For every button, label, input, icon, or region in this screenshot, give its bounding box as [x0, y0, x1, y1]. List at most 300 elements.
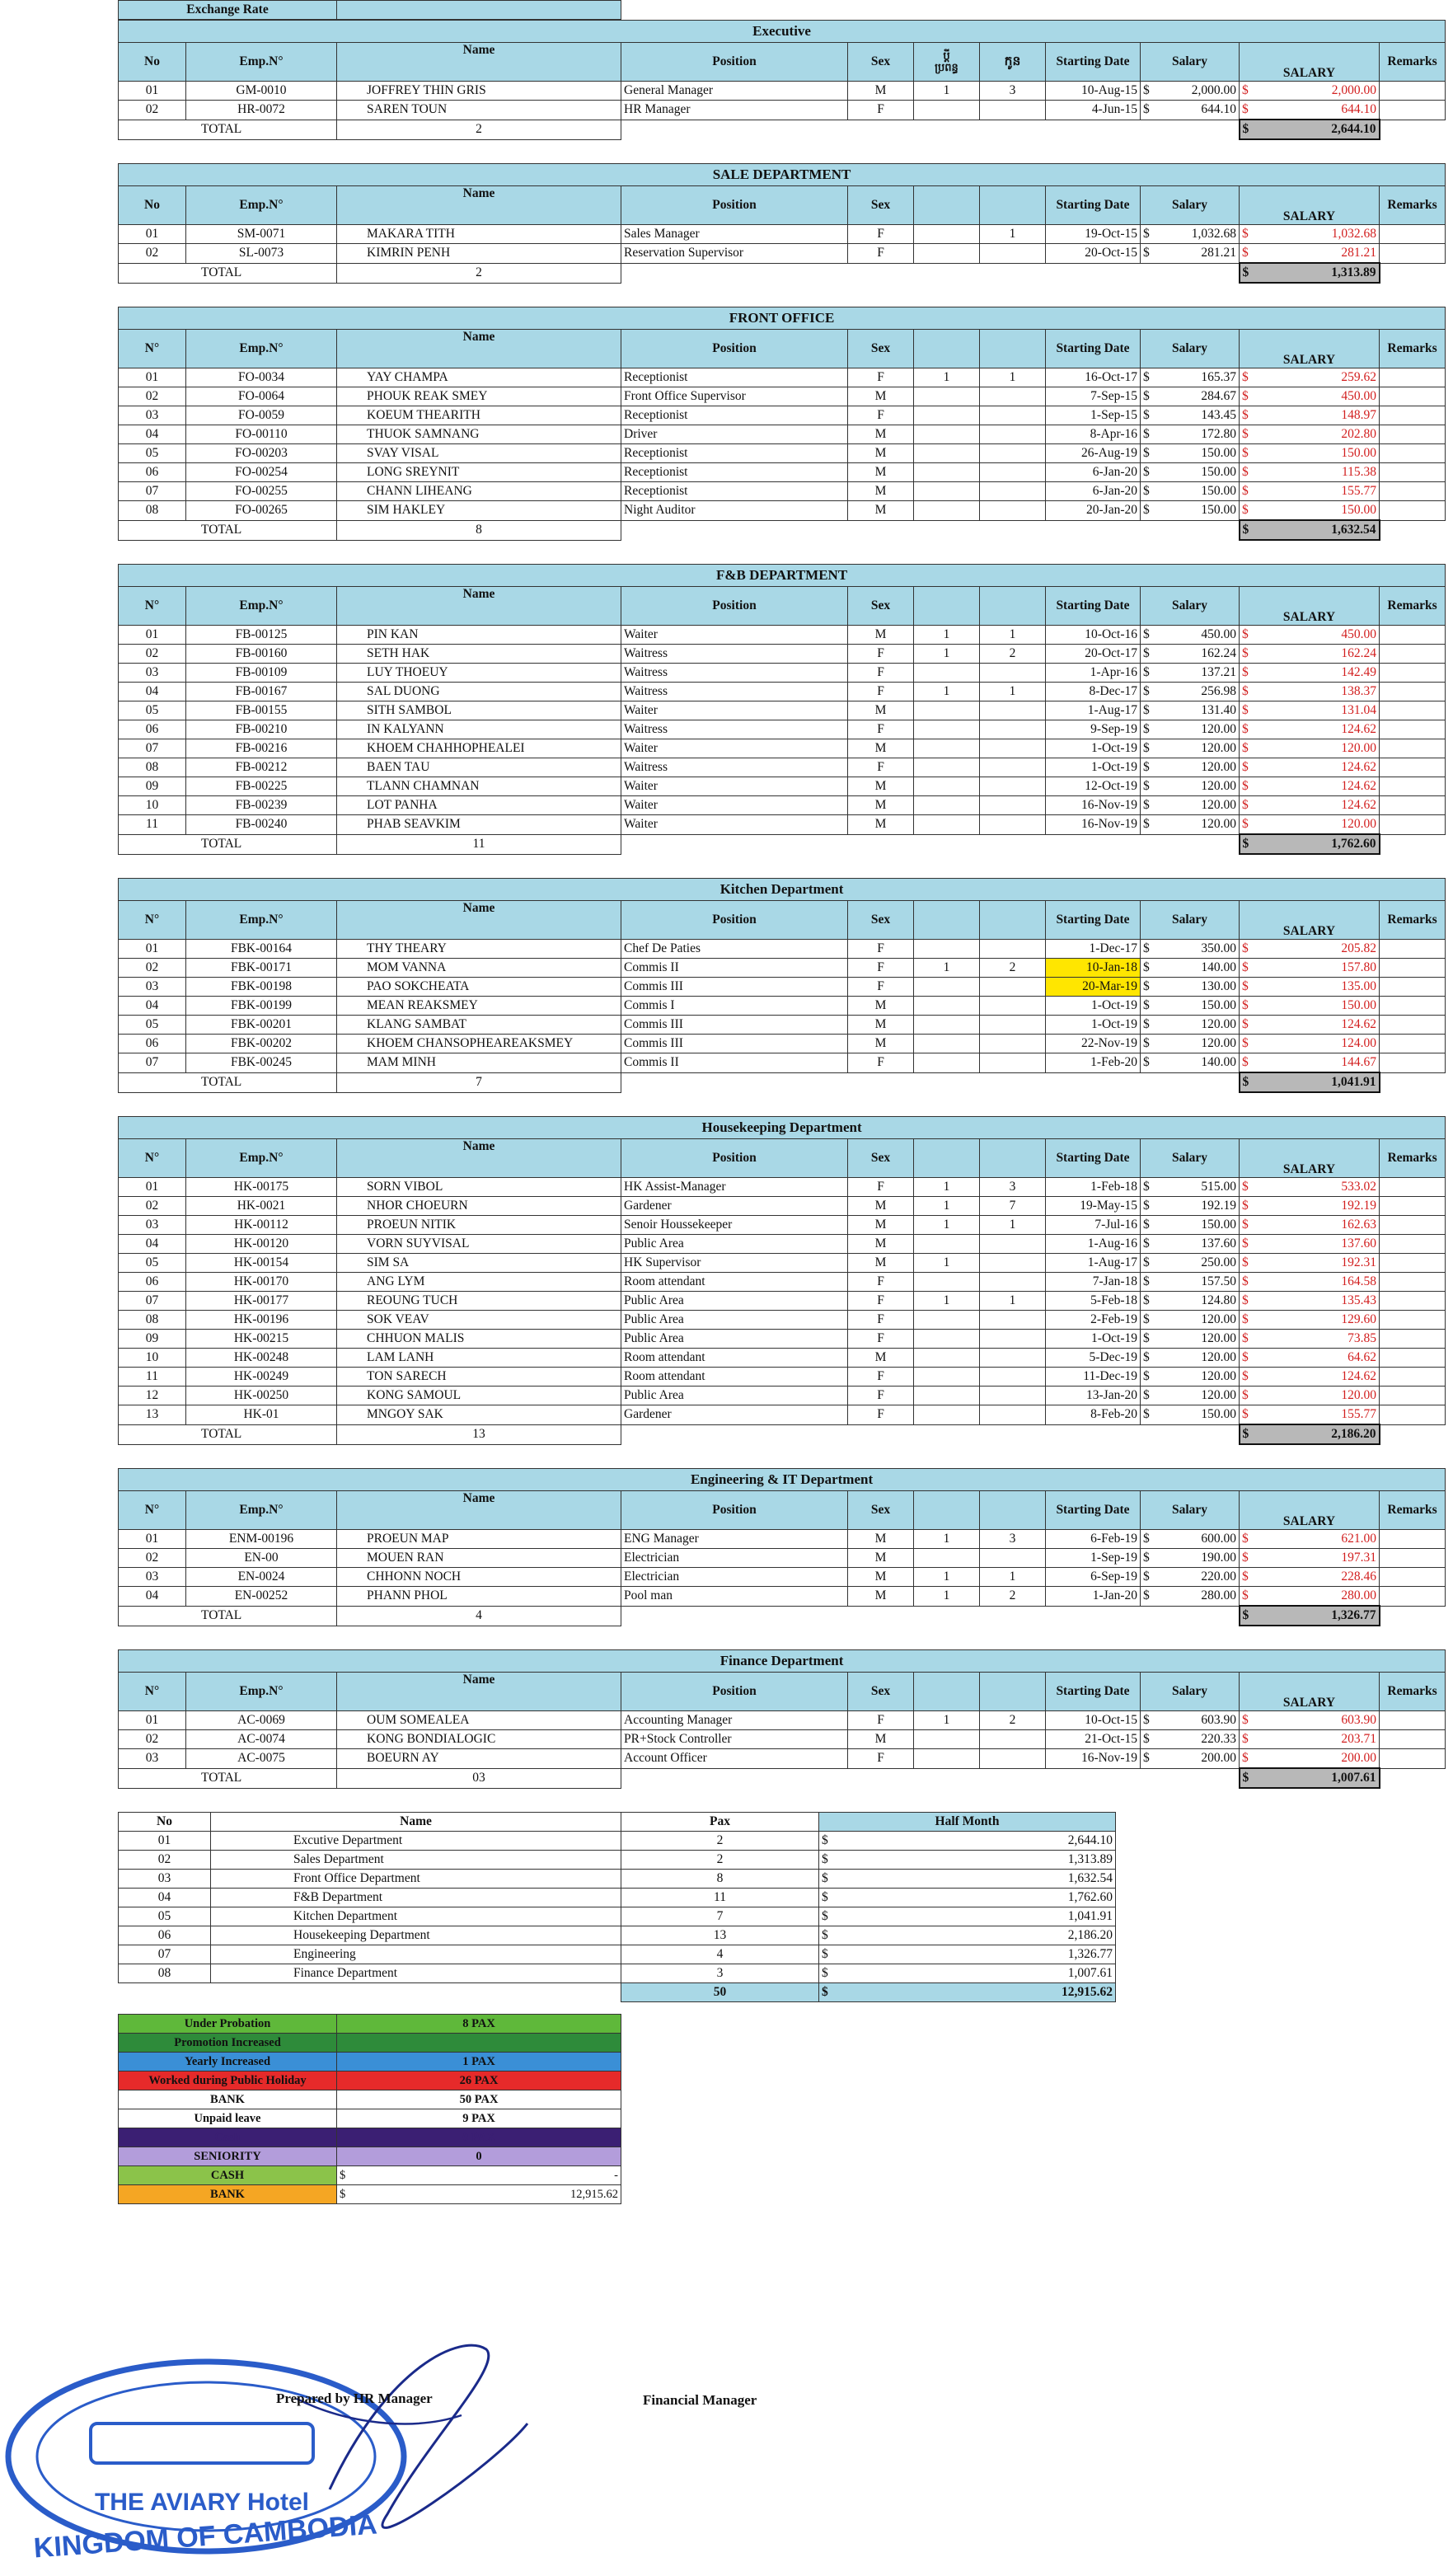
- row-emp: FB-00212: [186, 758, 337, 777]
- row-sex: F: [848, 1273, 914, 1292]
- table-row: [119, 978, 1446, 997]
- row-name: MOM VANNA: [337, 959, 621, 978]
- col-position: Position: [621, 1139, 848, 1178]
- row-salary-pay: $ 155.77: [1240, 1405, 1380, 1425]
- table-row: [119, 758, 1446, 777]
- row-position: General Manager: [621, 82, 848, 101]
- summary-pax: 2: [621, 1851, 819, 1870]
- col-name: Name: [337, 330, 621, 368]
- row-spouse: 1: [914, 1197, 980, 1216]
- row-sex: F: [848, 244, 914, 264]
- row-children: [980, 1387, 1046, 1405]
- summary-pax: 3: [621, 1964, 819, 1983]
- row-salary: $ 124.80: [1141, 1292, 1240, 1311]
- col-sex: Sex: [848, 186, 914, 225]
- total-label: TOTAL: [119, 1072, 337, 1092]
- row-start-date: 10-Oct-16: [1046, 626, 1141, 645]
- row-salary-pay: $ 124.62: [1240, 758, 1380, 777]
- row-remarks: [1380, 1730, 1446, 1749]
- legend-value: 1 PAX: [337, 2053, 621, 2072]
- legend-value: 8 PAX: [337, 2015, 621, 2034]
- table-row: [119, 1711, 1446, 1730]
- row-sex: F: [848, 368, 914, 387]
- row-no: 06: [119, 720, 186, 739]
- table-row: [119, 1053, 1446, 1073]
- row-name: VORN SUYVISAL: [337, 1235, 621, 1254]
- table-row: [119, 626, 1446, 645]
- row-salary: $ 256.98: [1141, 683, 1240, 701]
- summary-amount: $ 1,313.89: [819, 1851, 1116, 1870]
- table-row: [119, 664, 1446, 683]
- col-children: [980, 587, 1046, 626]
- department-title: F&B DEPARTMENT: [119, 565, 1446, 587]
- row-position: Commis II: [621, 1053, 848, 1073]
- col-remarks: Remarks: [1380, 1139, 1446, 1178]
- row-sex: M: [848, 1035, 914, 1053]
- row-children: [980, 1549, 1046, 1568]
- row-sex: M: [848, 1349, 914, 1368]
- summary-row: [119, 1926, 1116, 1945]
- departments: [118, 20, 1445, 1789]
- row-remarks: [1380, 101, 1446, 120]
- row-no: 02: [119, 645, 186, 664]
- row-spouse: [914, 101, 980, 120]
- row-start-date: 6-Sep-19: [1046, 1568, 1141, 1587]
- table-row: [119, 1311, 1446, 1330]
- row-spouse: [914, 664, 980, 683]
- row-children: [980, 796, 1046, 815]
- row-name: LAM LANH: [337, 1349, 621, 1368]
- row-name: TLANN CHAMNAN: [337, 777, 621, 796]
- row-emp: ENM-00196: [186, 1530, 337, 1549]
- row-name: SIM SA: [337, 1254, 621, 1273]
- row-children: [980, 1330, 1046, 1349]
- summary-row: [119, 1889, 1116, 1907]
- row-position: Receptionist: [621, 482, 848, 501]
- total-count: 13: [337, 1424, 621, 1444]
- row-sex: F: [848, 225, 914, 244]
- row-sex: M: [848, 1730, 914, 1749]
- row-start-date: 1-Jan-20: [1046, 1587, 1141, 1607]
- table-row: [119, 1568, 1446, 1587]
- row-salary-pay: $ 644.10: [1240, 101, 1380, 120]
- exchange-rate-table: [118, 0, 621, 20]
- row-spouse: [914, 1368, 980, 1387]
- row-spouse: [914, 1387, 980, 1405]
- row-start-date: 11-Dec-19: [1046, 1368, 1141, 1387]
- row-salary: $ 150.00: [1141, 444, 1240, 463]
- row-no: 01: [119, 626, 186, 645]
- row-salary-pay: $ 281.21: [1240, 244, 1380, 264]
- row-name: REOUNG TUCH: [337, 1292, 621, 1311]
- row-name: MAKARA TITH: [337, 225, 621, 244]
- row-remarks: [1380, 368, 1446, 387]
- row-sex: M: [848, 1216, 914, 1235]
- row-no: 02: [119, 1549, 186, 1568]
- col-children: [980, 1139, 1046, 1178]
- row-emp: HK-00215: [186, 1330, 337, 1349]
- total-salary: $ 2,644.10: [1240, 120, 1380, 139]
- table-row: [119, 959, 1446, 978]
- row-remarks: [1380, 225, 1446, 244]
- row-sex: F: [848, 1292, 914, 1311]
- table-row: [119, 1292, 1446, 1311]
- row-position: Accounting Manager: [621, 1711, 848, 1730]
- row-sex: F: [848, 758, 914, 777]
- row-start-date: 21-Oct-15: [1046, 1730, 1141, 1749]
- row-spouse: [914, 463, 980, 482]
- col-start-date: Starting Date: [1046, 43, 1141, 82]
- table-row: [119, 101, 1446, 120]
- summary-pax: 4: [621, 1945, 819, 1964]
- row-start-date: 1-Sep-19: [1046, 1549, 1141, 1568]
- row-salary: $ 172.80: [1141, 425, 1240, 444]
- legend-label: BANK: [119, 2185, 337, 2204]
- legend-label: SENIORITY: [119, 2147, 337, 2166]
- col-no: N°: [119, 901, 186, 940]
- legend-value: [337, 2034, 621, 2053]
- row-name: BOEURN AY: [337, 1749, 621, 1769]
- row-no: 05: [119, 1016, 186, 1035]
- department-title: Kitchen Department: [119, 879, 1446, 901]
- legend-row: [119, 2109, 621, 2128]
- col-sex: Sex: [848, 1491, 914, 1530]
- row-name: PHANN PHOL: [337, 1587, 621, 1607]
- col-name: Name: [337, 1673, 621, 1711]
- row-no: 10: [119, 1349, 186, 1368]
- row-emp: FB-00160: [186, 645, 337, 664]
- row-name: IN KALYANN: [337, 720, 621, 739]
- department-title: Engineering & IT Department: [119, 1469, 1446, 1491]
- row-sex: F: [848, 1711, 914, 1730]
- col-salary-pay: SALARY: [1240, 186, 1380, 225]
- row-emp: EN-00: [186, 1549, 337, 1568]
- row-name: PIN KAN: [337, 626, 621, 645]
- summary-no: 05: [119, 1907, 211, 1926]
- row-position: Gardener: [621, 1405, 848, 1425]
- row-emp: FBK-00164: [186, 940, 337, 959]
- row-start-date: 16-Oct-17: [1046, 368, 1141, 387]
- row-name: LOT PANHA: [337, 796, 621, 815]
- col-remarks: Remarks: [1380, 901, 1446, 940]
- col-children: [980, 186, 1046, 225]
- row-spouse: 1: [914, 1568, 980, 1587]
- row-remarks: [1380, 777, 1446, 796]
- row-start-date: 7-Jul-16: [1046, 1216, 1141, 1235]
- legend-row: [119, 2147, 621, 2166]
- row-spouse: 1: [914, 626, 980, 645]
- table-row: [119, 406, 1446, 425]
- col-salary-pay: SALARY: [1240, 43, 1380, 82]
- summary-no: 08: [119, 1964, 211, 1983]
- col-salary: Salary: [1141, 587, 1240, 626]
- row-start-date: 6-Jan-20: [1046, 482, 1141, 501]
- row-emp: HK-00175: [186, 1178, 337, 1197]
- row-salary-pay: $ 120.00: [1240, 1387, 1380, 1405]
- row-spouse: 1: [914, 82, 980, 101]
- row-sex: F: [848, 101, 914, 120]
- row-salary-pay: $ 129.60: [1240, 1311, 1380, 1330]
- row-start-date: 1-Aug-16: [1046, 1235, 1141, 1254]
- col-salary: Salary: [1141, 186, 1240, 225]
- row-emp: HK-00248: [186, 1349, 337, 1368]
- col-remarks: Remarks: [1380, 43, 1446, 82]
- col-remarks: Remarks: [1380, 587, 1446, 626]
- department-title: FRONT OFFICE: [119, 307, 1446, 330]
- col-start-date: Starting Date: [1046, 1139, 1141, 1178]
- table-row: [119, 645, 1446, 664]
- col-no: No: [119, 186, 186, 225]
- department-title: SALE DEPARTMENT: [119, 164, 1446, 186]
- row-no: 04: [119, 1587, 186, 1607]
- summary-col-pax: Pax: [621, 1813, 819, 1832]
- total-salary: $ 2,186.20: [1240, 1424, 1380, 1444]
- row-start-date: 16-Nov-19: [1046, 1749, 1141, 1769]
- row-salary: $ 120.00: [1141, 1349, 1240, 1368]
- col-position: Position: [621, 186, 848, 225]
- summary-amount: $ 2,186.20: [819, 1926, 1116, 1945]
- row-salary-pay: $ 124.00: [1240, 1035, 1380, 1053]
- row-spouse: 1: [914, 1254, 980, 1273]
- row-remarks: [1380, 482, 1446, 501]
- row-start-date: 26-Aug-19: [1046, 444, 1141, 463]
- department-table: [118, 1649, 1446, 1789]
- row-salary: $ 120.00: [1141, 739, 1240, 758]
- row-start-date: 7-Sep-15: [1046, 387, 1141, 406]
- row-remarks: [1380, 1549, 1446, 1568]
- row-emp: HK-0021: [186, 1197, 337, 1216]
- row-emp: FBK-00201: [186, 1016, 337, 1035]
- row-salary: $ 157.50: [1141, 1273, 1240, 1292]
- row-start-date: 16-Nov-19: [1046, 815, 1141, 835]
- row-emp: SL-0073: [186, 244, 337, 264]
- row-salary-pay: $ 120.00: [1240, 739, 1380, 758]
- col-position: Position: [621, 330, 848, 368]
- row-salary: $ 1,032.68: [1141, 225, 1240, 244]
- row-name: SETH HAK: [337, 645, 621, 664]
- table-row: [119, 1235, 1446, 1254]
- row-no: 02: [119, 1197, 186, 1216]
- row-position: Waiter: [621, 796, 848, 815]
- row-no: 06: [119, 1273, 186, 1292]
- row-sex: F: [848, 1405, 914, 1425]
- summary-row: [119, 1851, 1116, 1870]
- row-spouse: 1: [914, 645, 980, 664]
- row-no: 01: [119, 368, 186, 387]
- col-emp: Emp.N°: [186, 901, 337, 940]
- row-salary-pay: $ 203.71: [1240, 1730, 1380, 1749]
- row-remarks: [1380, 978, 1446, 997]
- legend-value: $ 12,915.62: [337, 2185, 621, 2204]
- row-position: Waitress: [621, 664, 848, 683]
- row-start-date: 7-Jan-18: [1046, 1273, 1141, 1292]
- col-emp: Emp.N°: [186, 1139, 337, 1178]
- table-row: [119, 739, 1446, 758]
- row-salary-pay: $ 621.00: [1240, 1530, 1380, 1549]
- row-sex: F: [848, 406, 914, 425]
- row-children: [980, 463, 1046, 482]
- row-salary: $ 644.10: [1141, 101, 1240, 120]
- total-count: 4: [337, 1606, 621, 1626]
- row-name: CHHUON MALIS: [337, 1330, 621, 1349]
- col-salary-pay: SALARY: [1240, 1673, 1380, 1711]
- row-position: Receptionist: [621, 463, 848, 482]
- row-position: Gardener: [621, 1197, 848, 1216]
- row-emp: HK-00112: [186, 1216, 337, 1235]
- row-no: 04: [119, 425, 186, 444]
- row-position: Room attendant: [621, 1368, 848, 1387]
- row-name: KOEUM THEARITH: [337, 406, 621, 425]
- row-salary-pay: $ 73.85: [1240, 1330, 1380, 1349]
- row-position: Waiter: [621, 739, 848, 758]
- row-remarks: [1380, 1587, 1446, 1607]
- row-start-date: 16-Nov-19: [1046, 796, 1141, 815]
- row-remarks: [1380, 1568, 1446, 1587]
- row-position: Public Area: [621, 1330, 848, 1349]
- row-salary: $ 284.67: [1141, 387, 1240, 406]
- row-spouse: 1: [914, 1530, 980, 1549]
- row-emp: HK-01: [186, 1405, 337, 1425]
- row-emp: FB-00109: [186, 664, 337, 683]
- row-sex: M: [848, 815, 914, 835]
- row-start-date: 6-Feb-19: [1046, 1530, 1141, 1549]
- row-no: 09: [119, 1330, 186, 1349]
- row-salary: $ 137.60: [1141, 1235, 1240, 1254]
- row-position: Waiter: [621, 815, 848, 835]
- row-emp: HK-00177: [186, 1292, 337, 1311]
- row-remarks: [1380, 1530, 1446, 1549]
- row-children: [980, 1405, 1046, 1425]
- row-no: 02: [119, 244, 186, 264]
- col-no: N°: [119, 587, 186, 626]
- row-salary-pay: $ 192.31: [1240, 1254, 1380, 1273]
- row-children: [980, 758, 1046, 777]
- row-children: [980, 425, 1046, 444]
- row-position: Commis I: [621, 997, 848, 1016]
- row-spouse: [914, 1349, 980, 1368]
- table-row: [119, 1035, 1446, 1053]
- col-spouse: [914, 901, 980, 940]
- table-row: [119, 1216, 1446, 1235]
- summary-amount: $ 1,007.61: [819, 1964, 1116, 1983]
- col-name: Name: [337, 186, 621, 225]
- total-count: 2: [337, 120, 621, 139]
- row-salary: $ 131.40: [1141, 701, 1240, 720]
- row-salary: $ 150.00: [1141, 463, 1240, 482]
- row-children: 7: [980, 1197, 1046, 1216]
- row-remarks: [1380, 1254, 1446, 1273]
- row-remarks: [1380, 1311, 1446, 1330]
- row-remarks: [1380, 1292, 1446, 1311]
- col-spouse: [914, 330, 980, 368]
- row-remarks: [1380, 406, 1446, 425]
- table-row: [119, 796, 1446, 815]
- row-children: [980, 739, 1046, 758]
- row-sex: M: [848, 796, 914, 815]
- row-children: [980, 1730, 1046, 1749]
- stamp-hotel-text: THE AVIARY Hotel: [94, 2489, 310, 2516]
- row-no: 08: [119, 1311, 186, 1330]
- table-row: [119, 1387, 1446, 1405]
- row-sex: M: [848, 1197, 914, 1216]
- row-salary-pay: $ 131.04: [1240, 701, 1380, 720]
- row-children: [980, 1053, 1046, 1073]
- row-salary-pay: $ 135.43: [1240, 1292, 1380, 1311]
- row-emp: FB-00240: [186, 815, 337, 835]
- row-salary-pay: $ 142.49: [1240, 664, 1380, 683]
- col-emp: Emp.N°: [186, 1673, 337, 1711]
- row-remarks: [1380, 1711, 1446, 1730]
- row-salary: $ 192.19: [1141, 1197, 1240, 1216]
- col-start-date: Starting Date: [1046, 186, 1141, 225]
- department-title: Executive: [119, 21, 1446, 43]
- row-emp: FB-00125: [186, 626, 337, 645]
- summary-row: [119, 1907, 1116, 1926]
- department-table: [118, 564, 1446, 855]
- col-no: N°: [119, 1139, 186, 1178]
- department-table: [118, 163, 1446, 284]
- legend-row: [119, 2034, 621, 2053]
- col-start-date: Starting Date: [1046, 901, 1141, 940]
- total-count: 11: [337, 834, 621, 854]
- row-name: MEAN REAKSMEY: [337, 997, 621, 1016]
- row-name: CHANN LIHEANG: [337, 482, 621, 501]
- row-emp: AC-0074: [186, 1730, 337, 1749]
- legend-row: [119, 2090, 621, 2109]
- row-name: OUM SOMEALEA: [337, 1711, 621, 1730]
- row-salary: $ 150.00: [1141, 1216, 1240, 1235]
- row-sex: M: [848, 482, 914, 501]
- col-salary: Salary: [1141, 1491, 1240, 1530]
- row-start-date: 1-Apr-16: [1046, 664, 1141, 683]
- row-start-date: 1-Sep-15: [1046, 406, 1141, 425]
- row-name: PHOUK REAK SMEY: [337, 387, 621, 406]
- total-salary: $ 1,007.61: [1240, 1768, 1380, 1788]
- table-row: [119, 387, 1446, 406]
- row-no: 03: [119, 1568, 186, 1587]
- row-start-date: 1-Aug-17: [1046, 701, 1141, 720]
- row-salary: $ 150.00: [1141, 482, 1240, 501]
- col-name: Name: [337, 1491, 621, 1530]
- summary-table: [118, 1812, 1116, 2002]
- row-start-date: 19-May-15: [1046, 1197, 1141, 1216]
- row-sex: M: [848, 1235, 914, 1254]
- row-spouse: 1: [914, 959, 980, 978]
- row-spouse: [914, 482, 980, 501]
- row-children: [980, 720, 1046, 739]
- row-emp: FB-00210: [186, 720, 337, 739]
- row-position: Waitress: [621, 683, 848, 701]
- row-salary: $ 120.00: [1141, 815, 1240, 835]
- summary-amount: $ 1,762.60: [819, 1889, 1116, 1907]
- exchange-rate-label: Exchange Rate: [119, 1, 337, 20]
- summary-name: F&B Department: [211, 1889, 621, 1907]
- col-emp: Emp.N°: [186, 186, 337, 225]
- row-position: Public Area: [621, 1311, 848, 1330]
- row-salary-pay: $ 533.02: [1240, 1178, 1380, 1197]
- row-sex: F: [848, 1387, 914, 1405]
- row-start-date: 20-Oct-17: [1046, 645, 1141, 664]
- table-row: [119, 82, 1446, 101]
- row-children: 1: [980, 225, 1046, 244]
- row-no: 05: [119, 444, 186, 463]
- row-salary-pay: $ 124.62: [1240, 777, 1380, 796]
- summary-name: Engineering: [211, 1945, 621, 1964]
- row-children: [980, 482, 1046, 501]
- table-row: [119, 1730, 1446, 1749]
- row-sex: M: [848, 1016, 914, 1035]
- row-name: MAM MINH: [337, 1053, 621, 1073]
